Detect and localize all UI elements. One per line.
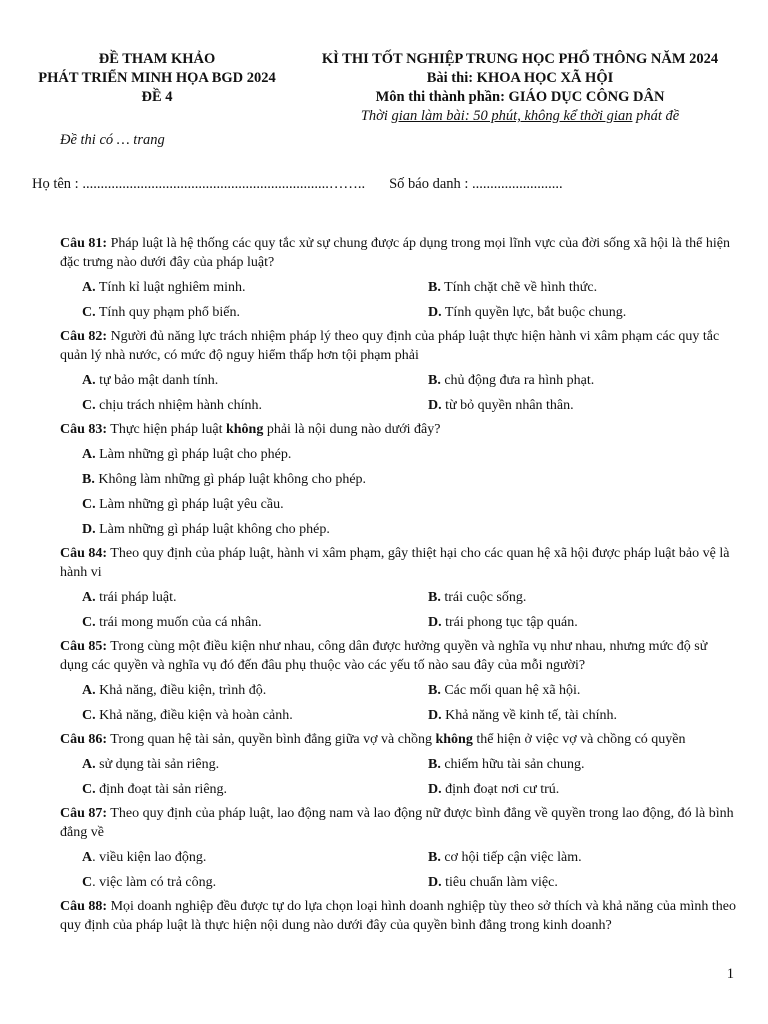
answer-option [428, 278, 760, 297]
option-text: . việc làm có trả công. [92, 875, 217, 890]
option-text: Làm những gì pháp luật không cho phép. [95, 522, 330, 537]
question-text: Mọi doanh nghiệp đều được tự do lựa chọn loại hình doanh nghiệp tùy theo sở thích và khả năng của mình theo quy định của pháp luật là thực hiện nội dung nào dưới đây của quyền bình đẳng trong kinh doanh? [60, 899, 737, 933]
option-letter: B. [428, 280, 441, 295]
option-text: tự bảo mật danh tính. [95, 373, 219, 388]
question-stem [60, 804, 738, 842]
question-number: Câu 81: [60, 236, 108, 251]
question-stem [60, 420, 738, 439]
option-letter: C. [82, 782, 96, 797]
test-name: Bài thi: KHOA HỌC XÃ HỘI [426, 70, 614, 86]
option-text: Khả năng về kinh tế, tài chính. [441, 708, 617, 723]
answer-option [82, 848, 428, 867]
option-letter: A. [82, 590, 96, 605]
question-item [60, 420, 738, 539]
question-stem [60, 327, 738, 365]
answer-options [60, 848, 738, 892]
question-stem [60, 897, 738, 935]
option-letter: C. [82, 398, 96, 413]
answer-option [82, 445, 738, 464]
answer-option [428, 303, 760, 322]
question-item [60, 804, 738, 892]
option-letter: B. [428, 757, 441, 772]
candidate-name-field: Họ tên : ....................................................................…….. [32, 176, 366, 192]
question-item [60, 544, 738, 632]
option-text: định đoạt tài sản riêng. [95, 782, 228, 797]
subject-name: Môn thi thành phần: GIÁO DỤC CÔNG DÂN [375, 89, 665, 105]
exam-code-block [28, 50, 286, 107]
option-letter: B. [428, 590, 441, 605]
option-text: Tính quy phạm phổ biến. [95, 305, 241, 320]
option-letter: C. [82, 708, 96, 723]
question-text: Theo quy định của pháp luật, hành vi xâm phạm, gây thiệt hại cho các quan hệ xã hội được pháp luật bảo vệ là hành vi [60, 546, 730, 580]
question-emphasis: không [225, 422, 264, 437]
option-text: chịu trách nhiệm hành chính. [95, 398, 263, 413]
option-text: Không làm những gì pháp luật không cho phép. [94, 472, 367, 487]
page-number: 1 [726, 966, 734, 982]
question-emphasis: không [435, 732, 473, 747]
option-text: trái cuộc sống. [440, 590, 527, 605]
question-stem [60, 234, 738, 272]
option-letter: D. [428, 708, 442, 723]
option-letter: A. [82, 683, 96, 698]
option-letter: A. [82, 280, 96, 295]
answer-option [428, 848, 760, 867]
answer-options [60, 588, 738, 632]
answer-option [82, 470, 738, 489]
question-text: Thực hiện pháp luật [107, 422, 226, 437]
answer-option [428, 780, 760, 799]
answer-options [60, 278, 738, 322]
development-label: PHÁT TRIỂN MINH HỌA BGD 2024 [38, 70, 276, 86]
option-text: trái phong tục tập quán. [441, 615, 578, 630]
question-text: thể hiện ở việc vợ và chồng có quyền [472, 732, 686, 747]
question-number: Câu 85: [60, 639, 108, 654]
option-text: Các mối quan hệ xã hội. [440, 683, 581, 698]
option-letter: C. [82, 615, 96, 630]
page-count-note: Đề thi có … trang [60, 132, 165, 148]
option-text: trái mong muốn của cá nhân. [95, 615, 262, 630]
option-text: Tính kỉ luật nghiêm minh. [95, 280, 246, 295]
reference-label: ĐỀ THAM KHẢO [98, 51, 216, 67]
option-text: Khả năng, điều kiện và hoàn cảnh. [95, 708, 293, 723]
option-text: Khả năng, điều kiện, trình độ. [95, 683, 267, 698]
answer-option [82, 371, 428, 390]
option-text: Tính quyền lực, bắt buộc chung. [441, 305, 627, 320]
question-stem [60, 544, 738, 582]
question-text: phải là nội dung nào dưới đây? [263, 422, 441, 437]
answer-option [82, 755, 428, 774]
option-text: trái pháp luật. [95, 590, 177, 605]
question-number: Câu 88: [60, 899, 108, 914]
option-text: từ bỏ quyền nhân thân. [441, 398, 574, 413]
option-text: . viều kiện lao động. [92, 850, 207, 865]
answer-options [60, 371, 738, 415]
exam-number: ĐỀ 4 [141, 89, 173, 105]
option-letter: D. [428, 875, 442, 890]
answer-option [82, 278, 428, 297]
option-text: Làm những gì pháp luật cho phép. [95, 447, 292, 462]
option-text: sử dụng tài sản riêng. [95, 757, 220, 772]
option-letter: A [82, 850, 93, 865]
option-text: chiếm hữu tài sản chung. [440, 757, 585, 772]
option-letter: D. [428, 782, 442, 797]
option-text: chủ động đưa ra hình phạt. [440, 373, 595, 388]
answer-option [82, 303, 428, 322]
answer-option [428, 371, 760, 390]
answer-option [82, 613, 428, 632]
answer-option [428, 613, 760, 632]
question-item [60, 897, 738, 935]
answer-option [428, 681, 760, 700]
answer-option [428, 588, 760, 607]
question-item [60, 730, 738, 799]
option-letter: D. [428, 305, 442, 320]
answer-option [82, 520, 738, 539]
option-letter: B. [428, 683, 441, 698]
question-number: Câu 82: [60, 329, 108, 344]
option-letter: A. [82, 373, 96, 388]
answer-option [82, 495, 738, 514]
question-text: Trong cùng một điều kiện như nhau, công dân được hưởng quyền và nghĩa vụ như nhau, nhưng mức độ sử dụng các quyền và nghĩa vụ đó đến đâu phụ thuộc vào các yếu tố nào sau đây của mỗi người? [60, 639, 708, 673]
question-number: Câu 86: [60, 732, 108, 747]
option-text: Tính chặt chẽ về hình thức. [440, 280, 598, 295]
answer-option [428, 755, 760, 774]
question-text: Người đủ năng lực trách nhiệm pháp lý theo quy định của pháp luật thực hiện hành vi xâm phạm các quy tắc quản lý nhà nước, có mức độ nguy hiểm thấp hơn tội phạm phải [60, 329, 720, 363]
option-letter: A. [82, 757, 96, 772]
question-text: Trong quan hệ tài sản, quyền bình đẳng giữa vợ và chồng [107, 732, 436, 747]
question-text: Theo quy định của pháp luật, lao động nam và lao động nữ được bình đẳng về quyền trong lao động, đó là bình đẳng về [60, 806, 734, 840]
option-text: định đoạt nơi cư trú. [441, 782, 560, 797]
exam-title-block [290, 50, 750, 126]
option-letter: B. [428, 373, 441, 388]
answer-option [82, 681, 428, 700]
option-letter: C. [82, 305, 96, 320]
candidate-number-field: Số báo danh : ......................... [389, 176, 563, 192]
answer-option [82, 706, 428, 725]
answer-option [82, 588, 428, 607]
question-list [60, 234, 738, 941]
answer-option [82, 396, 428, 415]
answer-options [60, 445, 738, 539]
answer-option [428, 706, 760, 725]
question-item [60, 234, 738, 322]
option-letter: C [82, 875, 93, 890]
answer-options [60, 755, 738, 799]
question-number: Câu 87: [60, 806, 108, 821]
option-letter: B. [82, 472, 95, 487]
question-stem [60, 637, 738, 675]
question-number: Câu 83: [60, 422, 108, 437]
question-stem [60, 730, 738, 749]
option-text: cơ hội tiếp cận việc làm. [440, 850, 582, 865]
question-item [60, 637, 738, 725]
question-text: Pháp luật là hệ thống các quy tắc xử sự chung được áp dụng trong mọi lĩnh vực của đời sống xã hội là thể hiện đặc trưng nào dưới đây của pháp luật? [60, 236, 730, 270]
answer-options [60, 681, 738, 725]
option-text: tiêu chuẩn làm việc. [441, 875, 558, 890]
option-letter: B. [428, 850, 441, 865]
option-letter: D. [428, 615, 442, 630]
option-letter: D. [82, 522, 96, 537]
question-number: Câu 84: [60, 546, 108, 561]
answer-option [82, 780, 428, 799]
answer-option [428, 873, 760, 892]
candidate-info-line [32, 176, 563, 193]
answer-option [82, 873, 428, 892]
answer-option [428, 396, 760, 415]
option-letter: C. [82, 497, 96, 512]
time-note: Thời gian làm bài: 50 phút, không kể thời gian phát đề [360, 108, 680, 124]
question-item [60, 327, 738, 415]
exam-title: KÌ THI TỐT NGHIỆP TRUNG HỌC PHỔ THÔNG NĂM 2024 [321, 51, 719, 67]
option-text: Làm những gì pháp luật yêu cầu. [95, 497, 284, 512]
option-letter: D. [428, 398, 442, 413]
option-letter: A. [82, 447, 96, 462]
